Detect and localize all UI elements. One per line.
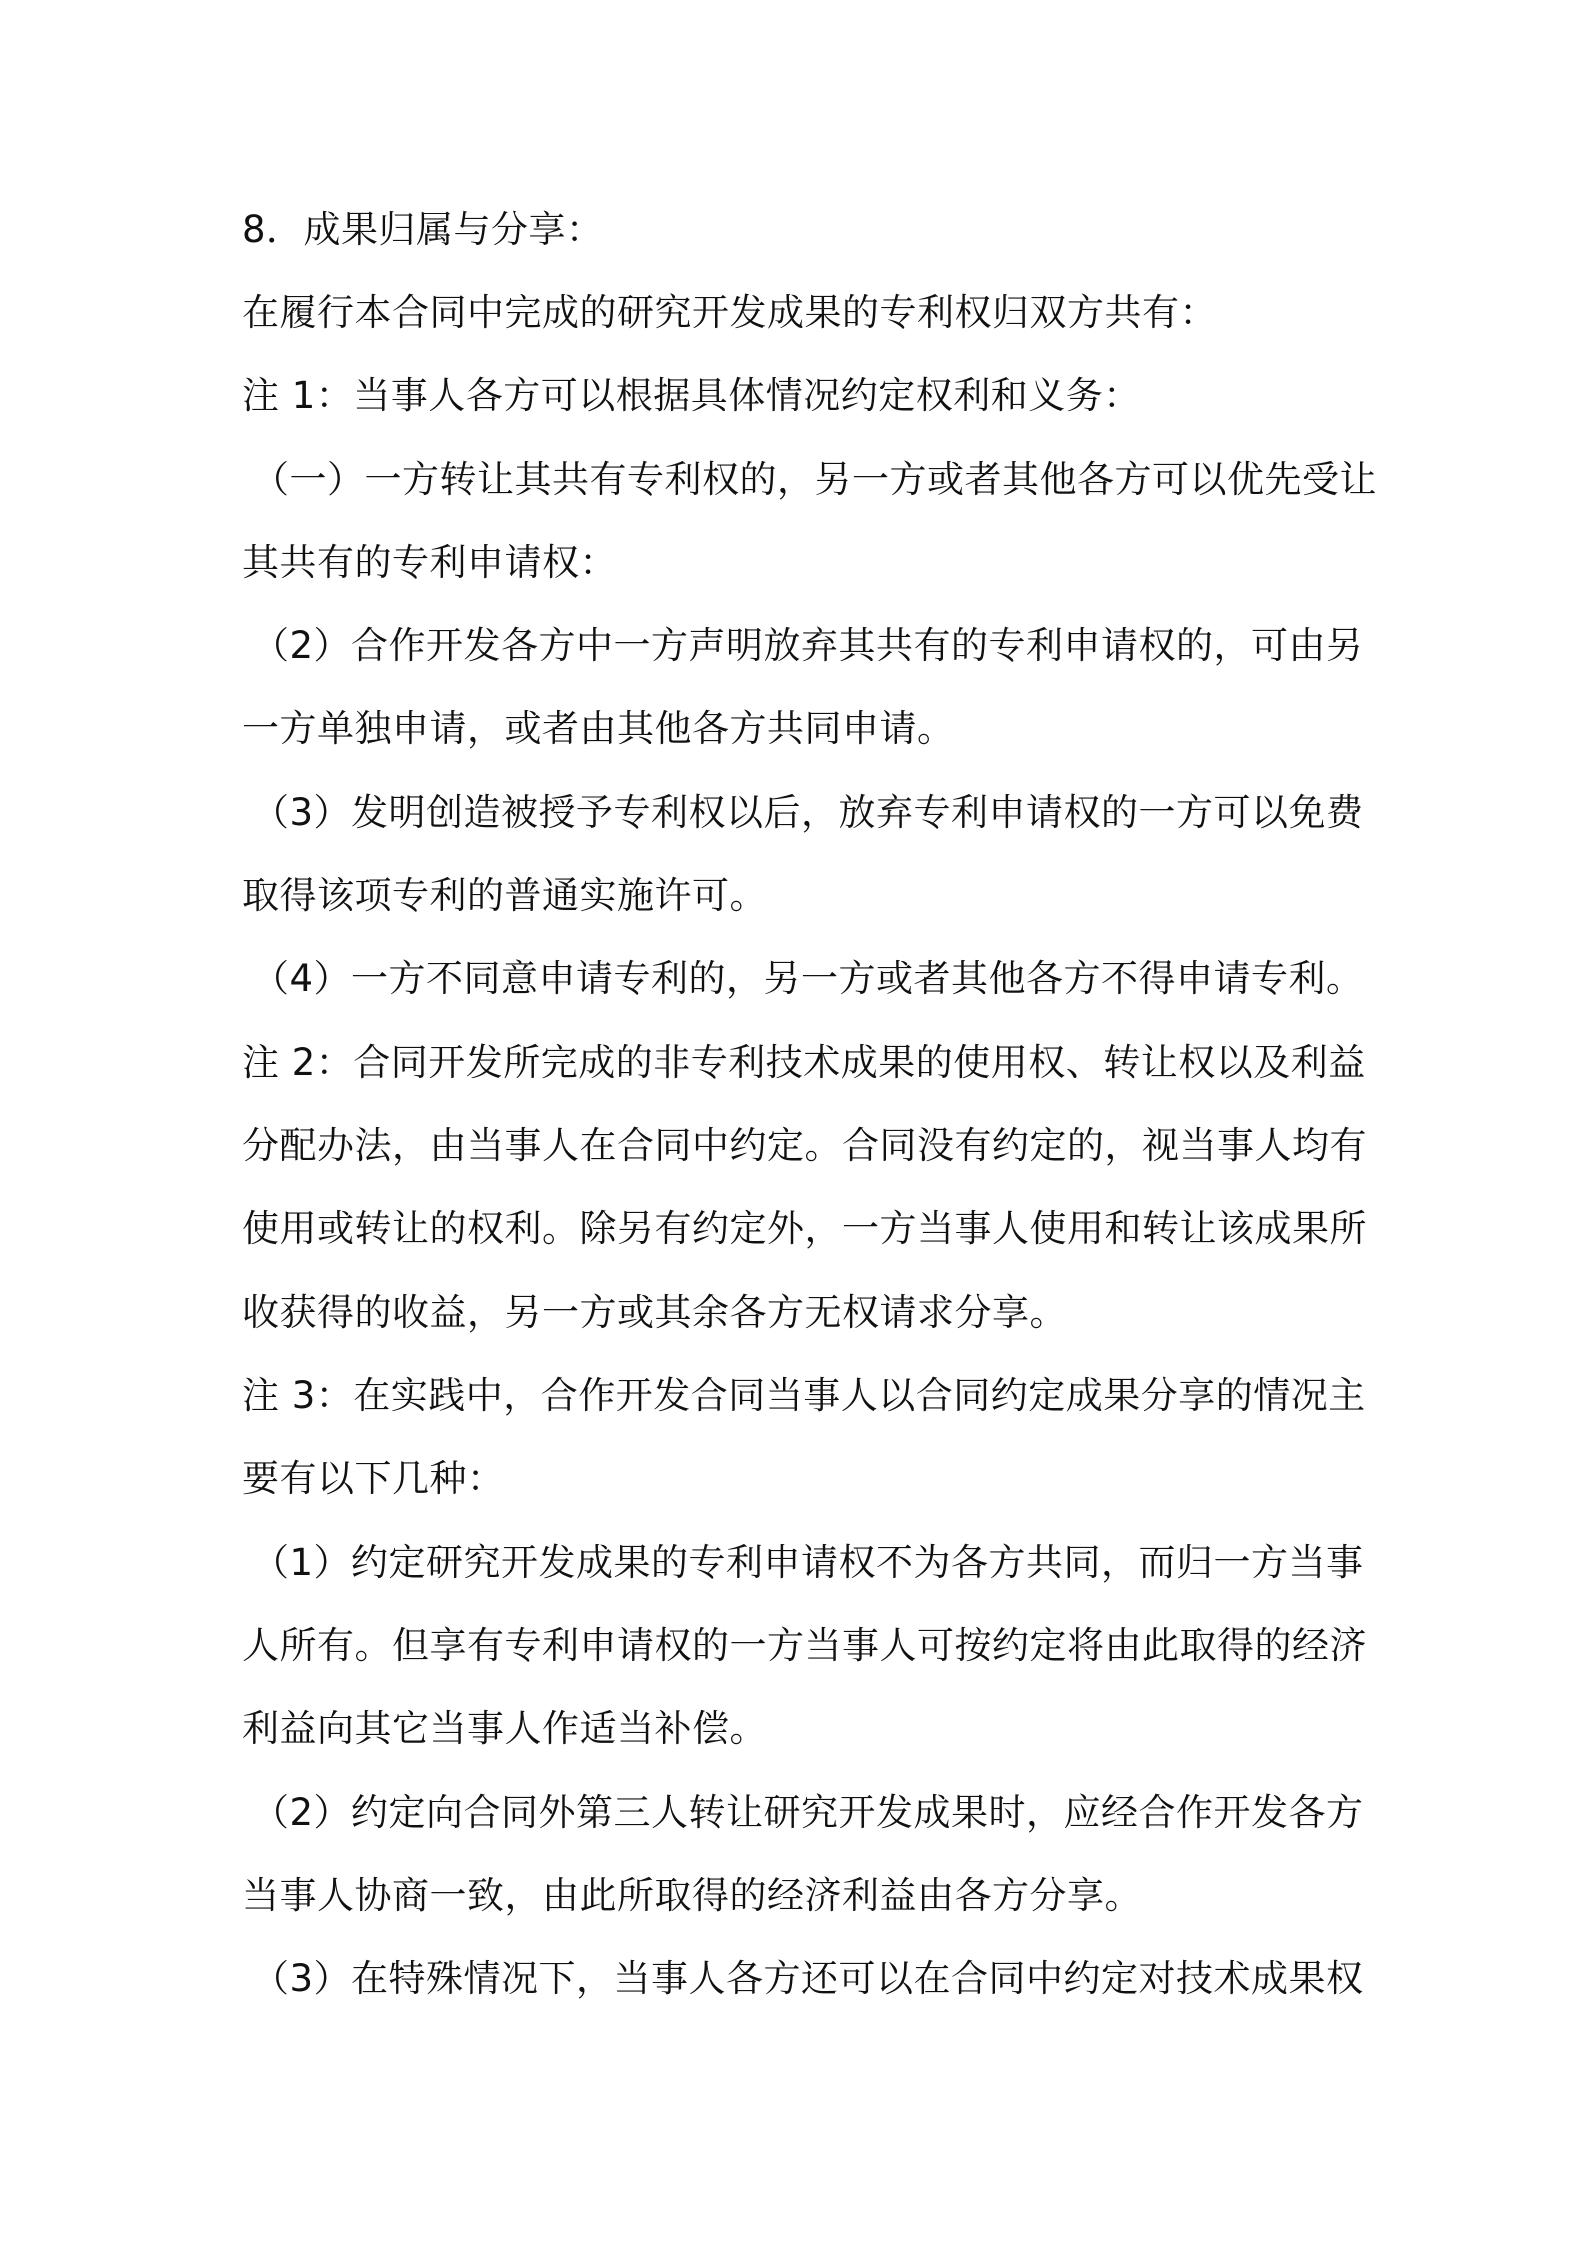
note-3-line: 注 3：在实践中，合作开发合同当事人以合同约定成果分享的情况主 bbox=[242, 1374, 1366, 1417]
section-heading: 8．成果归属与分享： bbox=[242, 208, 604, 251]
list-item-line: （3）发明创造被授予专利权以后，放弃专利申请权的一方可以免费 bbox=[252, 791, 1364, 834]
note-2-line: 注 2：合同开发所完成的非专利技术成果的使用权、转让权以及利益 bbox=[242, 1041, 1366, 1084]
list-item-line: 利益向其它当事人作适当补偿。 bbox=[242, 1707, 767, 1750]
list-item-line: （一）一方转让其共有专利权的，另一方或者其他各方可以优先受让 bbox=[252, 458, 1377, 501]
list-item-line: 一方单独申请，或者由其他各方共同申请。 bbox=[242, 707, 955, 750]
list-item-line: 其共有的专利申请权： bbox=[242, 541, 617, 584]
note-1-line: 注 1：当事人各方可以根据具体情况约定权利和义务： bbox=[242, 374, 1141, 417]
list-item-line: 取得该项专利的普通实施许可。 bbox=[242, 874, 767, 917]
paragraph-line: 使用或转让的权利。除另有约定外，一方当事人使用和转让该成果所 bbox=[242, 1207, 1367, 1250]
list-item-line: （3）在特殊情况下，当事人各方还可以在合同中约定对技术成果权 bbox=[252, 1957, 1364, 2000]
list-item-line: （2）合作开发各方中一方声明放弃其共有的专利申请权的，可由另 bbox=[252, 624, 1364, 667]
list-item-line: （4）一方不同意申请专利的，另一方或者其他各方不得申请专利。 bbox=[252, 957, 1364, 1000]
list-item-line: （2）约定向合同外第三人转让研究开发成果时，应经合作开发各方 bbox=[252, 1791, 1364, 1834]
list-item-line: （1）约定研究开发成果的专利申请权不为各方共同，而归一方当事 bbox=[252, 1541, 1364, 1584]
paragraph-line: 在履行本合同中完成的研究开发成果的专利权归双方共有： bbox=[242, 291, 1217, 334]
paragraph-line: 分配办法，由当事人在合同中约定。合同没有约定的，视当事人均有 bbox=[242, 1124, 1367, 1167]
paragraph-line: 收获得的收益，另一方或其余各方无权请求分享。 bbox=[242, 1291, 1067, 1334]
list-item-line: 人所有。但享有专利申请权的一方当事人可按约定将由此取得的经济 bbox=[242, 1624, 1367, 1667]
paragraph-line: 要有以下几种： bbox=[242, 1457, 505, 1500]
list-item-line: 当事人协商一致，由此所取得的经济利益由各方分享。 bbox=[242, 1874, 1142, 1917]
